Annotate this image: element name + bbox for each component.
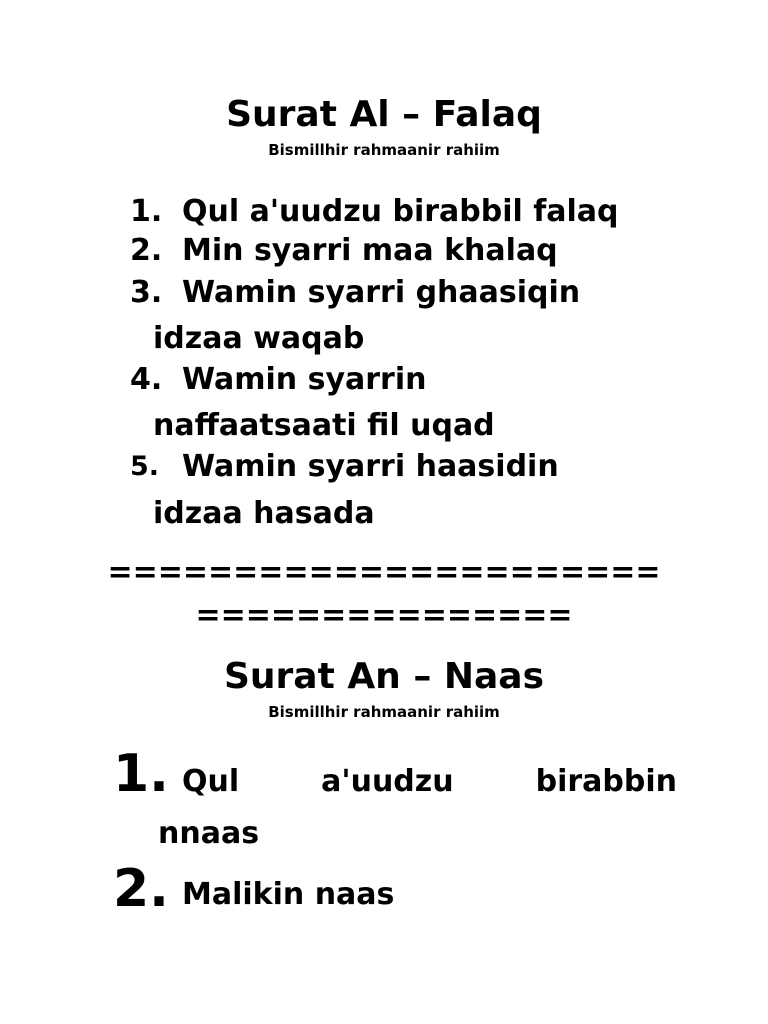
- verse-text-continued: idzaa waqab: [153, 321, 365, 356]
- verse-number: 3.: [130, 275, 163, 310]
- verse-number: 2.: [130, 233, 163, 268]
- verse-text: Min syarri maa khalaq: [182, 233, 558, 268]
- falaq-title: Surat Al – Falaq: [226, 94, 542, 135]
- verse-text: Malikin naas: [182, 877, 395, 912]
- separator-line-2: ===============: [195, 598, 573, 633]
- verse-text: [182, 764, 677, 800]
- verse-number: 5.: [130, 451, 160, 482]
- naas-subtitle: Bismillhir rahmaanir rahiim: [268, 703, 500, 721]
- verse-text-continued: naffaatsaati fil uqad: [153, 408, 495, 443]
- verse-number: 4.: [130, 362, 163, 397]
- verse-number: 2.: [113, 859, 169, 919]
- verse-number: 1.: [130, 194, 163, 229]
- verse-word: Qul: [182, 764, 240, 799]
- verse-text: Wamin syarri haasidin: [182, 449, 559, 484]
- verse-text: Wamin syarri ghaasiqin: [182, 275, 581, 310]
- verse-text: Wamin syarrin: [182, 362, 427, 397]
- verse-number: 1.: [113, 744, 169, 804]
- verse-word: birabbin: [535, 764, 677, 799]
- verse-text-continued: idzaa hasada: [153, 496, 375, 531]
- verse-text: Qul a'uudzu birabbil falaq: [182, 194, 619, 229]
- falaq-subtitle: Bismillhir rahmaanir rahiim: [268, 141, 500, 159]
- naas-title: Surat An – Naas: [223, 656, 545, 697]
- verse-word: a'uudzu: [321, 764, 454, 799]
- verse-text-continued: nnaas: [158, 816, 260, 851]
- separator-line-1: ======================: [107, 555, 661, 590]
